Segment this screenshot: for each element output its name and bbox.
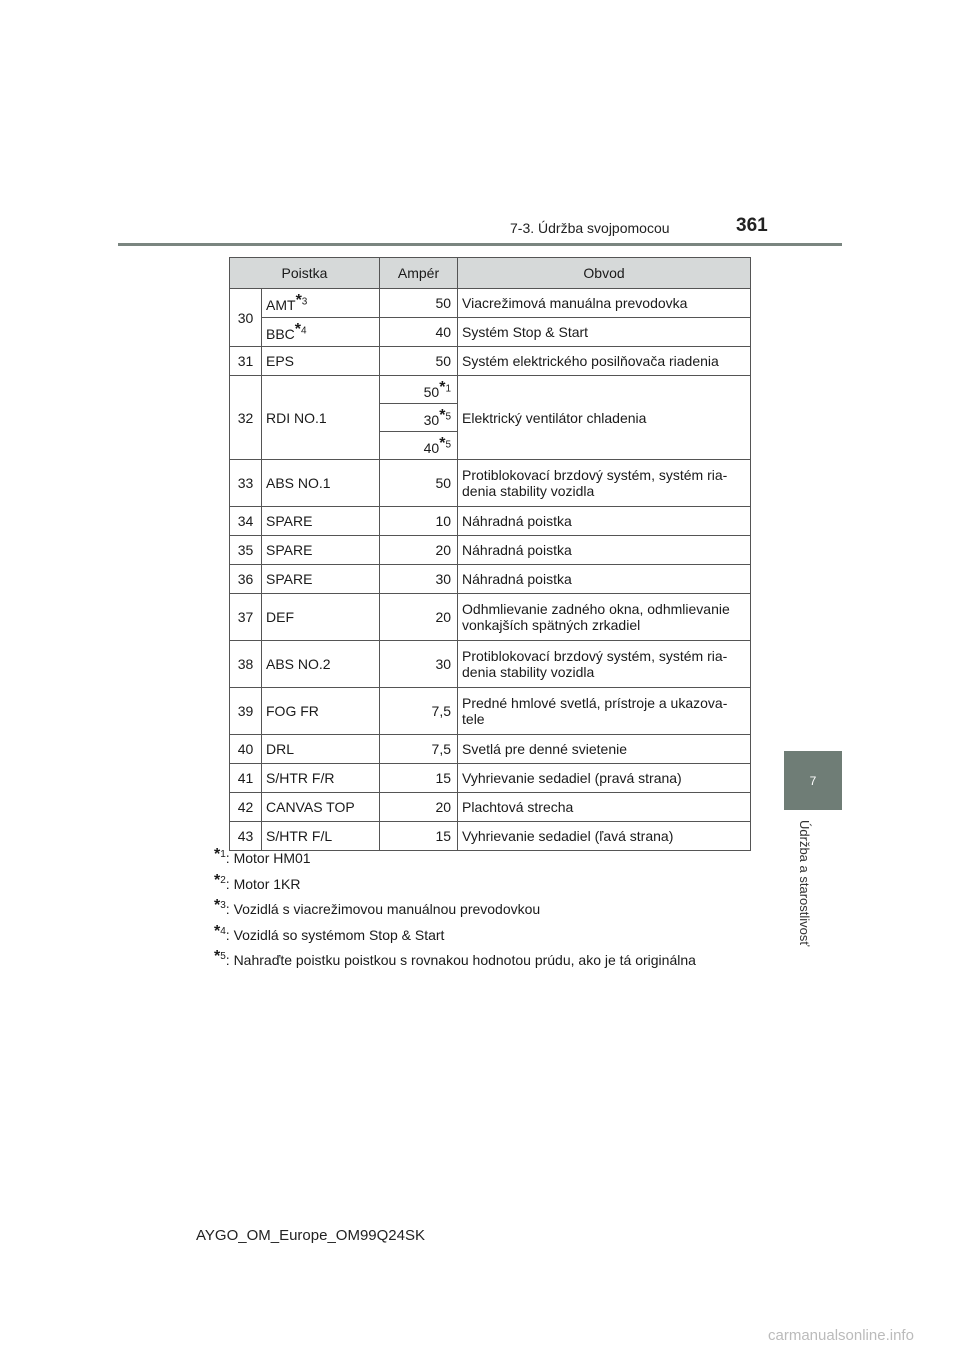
table-row <box>230 289 751 318</box>
chapter-tab-label: Údržba a starostlivosť <box>797 820 812 947</box>
fuse-number: 33 <box>230 460 262 507</box>
fuse-name: AMT*$^3$ <box>262 289 380 318</box>
table-header-row <box>230 258 751 289</box>
fuse-number: 40 <box>230 735 262 764</box>
fuse-name: CANVAS TOP <box>262 793 380 822</box>
table-row <box>230 764 751 793</box>
fuse-number: 36 <box>230 565 262 594</box>
chapter-tab[interactable] <box>784 751 842 810</box>
fuse-ampere: 30*$^5$ <box>380 404 458 432</box>
fuse-name: SPARE <box>262 565 380 594</box>
fuse-circuit: Predné hmlové svetlá, prístroje a ukazova- tele <box>458 688 751 735</box>
table-row <box>230 688 751 735</box>
fuse-name: SPARE <box>262 536 380 565</box>
fuse-number: 32 <box>230 376 262 460</box>
fuse-circuit: Protiblokovací brzdový systém, systém ria- denia stability vozidla <box>458 641 751 688</box>
fuse-circuit: Plachtová strecha <box>458 793 751 822</box>
fuse-ampere: 7,5 <box>380 735 458 764</box>
fuse-circuit: Odhmlievanie zadného okna, odhmlievanie vonkajších spätných zrkadiel <box>458 594 751 641</box>
footnotes <box>214 842 696 970</box>
fuse-circuit: Viacrežimová manuálna prevodovka <box>458 289 751 318</box>
fuse-ampere: 50 <box>380 347 458 376</box>
fuse-ampere: 50 <box>380 289 458 318</box>
table-row <box>230 735 751 764</box>
fuse-circuit: Svetlá pre denné svietenie <box>458 735 751 764</box>
fuse-circuit: Náhradná poistka <box>458 536 751 565</box>
fuse-name: DEF <box>262 594 380 641</box>
fuse-ampere: 50*$^1$ <box>380 376 458 404</box>
table-row <box>230 594 751 641</box>
fuse-number: 41 <box>230 764 262 793</box>
fuse-ampere: 15 <box>380 822 458 851</box>
fuse-name: S/HTR F/L <box>262 822 380 851</box>
fuse-circuit: Vyhrievanie sedadiel (pravá strana) <box>458 764 751 793</box>
table-row <box>230 565 751 594</box>
fuse-circuit: Vyhrievanie sedadiel (ľavá strana) <box>458 822 751 851</box>
fuse-name: SPARE <box>262 507 380 536</box>
header-fuse: Poistka <box>230 258 380 289</box>
fuse-ampere: 7,5 <box>380 688 458 735</box>
fuse-number: 30 <box>230 289 262 347</box>
fuse-number: 31 <box>230 347 262 376</box>
section-title: 7-3. Údržba svojpomocou <box>510 220 670 236</box>
fuse-name: EPS <box>262 347 380 376</box>
fuse-name: BBC*$^4$ <box>262 318 380 347</box>
document-footer: AYGO_OM_Europe_OM99Q24SK <box>196 1227 425 1244</box>
fuse-name: FOG FR <box>262 688 380 735</box>
fuse-circuit: Elektrický ventilátor chladenia <box>458 376 751 460</box>
table-row <box>230 507 751 536</box>
chapter-tab-number: 7 <box>809 773 817 788</box>
fuse-ampere: 30 <box>380 641 458 688</box>
fuse-name: RDI NO.1 <box>262 376 380 460</box>
fuse-ampere: 50 <box>380 460 458 507</box>
fuse-circuit: Protiblokovací brzdový systém, systém ria- denia stability vozidla <box>458 460 751 507</box>
fuse-name: DRL <box>262 735 380 764</box>
footnote: *$^1$: Motor HM01 <box>214 846 311 866</box>
fuse-number: 35 <box>230 536 262 565</box>
page-number: 361 <box>736 215 768 236</box>
fuse-name: ABS NO.1 <box>262 460 380 507</box>
fuse-circuit: Náhradná poistka <box>458 507 751 536</box>
table-row <box>230 793 751 822</box>
fuse-number: 42 <box>230 793 262 822</box>
fuse-ampere: 10 <box>380 507 458 536</box>
footnote: *$^2$: Motor 1KR <box>214 871 301 892</box>
fuse-name: S/HTR F/R <box>262 764 380 793</box>
fuse-ampere: 40*$^5$ <box>380 432 458 460</box>
fuse-ampere: 30 <box>380 565 458 594</box>
fuse-number: 39 <box>230 688 262 735</box>
table-row <box>230 460 751 507</box>
fuse-circuit: Systém Stop & Start <box>458 318 751 347</box>
header-ampere: Ampér <box>380 258 458 289</box>
footnote: *$^4$: Vozidlá so systémom Stop & Start <box>214 922 445 943</box>
header-rule <box>118 243 842 246</box>
fuse-number: 38 <box>230 641 262 688</box>
watermark: carmanualsonline.info <box>768 1327 914 1344</box>
fuse-table <box>229 257 751 851</box>
header-circuit: Obvod <box>458 258 751 289</box>
footnote: *$^5$: Nahraďte poistku poistkou s rovnakou hodnotou prúdu, ako je tá originálna <box>214 948 696 968</box>
fuse-ampere: 20 <box>380 594 458 641</box>
fuse-ampere: 15 <box>380 764 458 793</box>
fuse-circuit: Náhradná poistka <box>458 565 751 594</box>
fuse-circuit: Systém elektrického posilňovača riadenia <box>458 347 751 376</box>
table-row <box>230 347 751 376</box>
fuse-ampere: 40 <box>380 318 458 347</box>
fuse-ampere: 20 <box>380 536 458 565</box>
table-row <box>230 376 751 404</box>
table-row <box>230 641 751 688</box>
fuse-name: ABS NO.2 <box>262 641 380 688</box>
fuse-ampere: 20 <box>380 793 458 822</box>
fuse-number: 43 <box>230 822 262 851</box>
table-row <box>230 536 751 565</box>
table-row <box>230 318 751 347</box>
fuse-number: 34 <box>230 507 262 536</box>
fuse-number: 37 <box>230 594 262 641</box>
footnote: *$^3$: Vozidlá s viacrežimovou manuálnou prevodovkou <box>214 897 541 917</box>
